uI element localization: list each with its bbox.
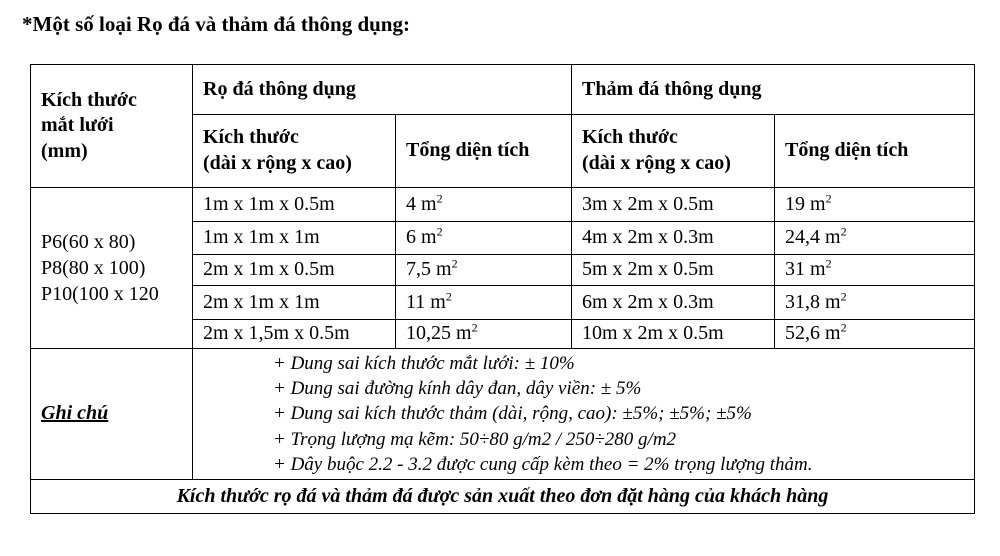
table-header-row [31, 65, 975, 115]
footer-row [31, 480, 975, 514]
note-line: + Dung sai kích thước thảm (dài, rộng, cao): ±5%; ±5%; ±5% [273, 403, 752, 425]
gabion-size-cell: 1m x 1m x 0.5m [193, 188, 396, 222]
gabion-spec-table [30, 64, 975, 514]
page-title: *Một số loại Rọ đá và thảm đá thông dụng: [22, 12, 410, 36]
note-line: + Dung sai đường kính dây đan, dây viền: ± 5% [273, 378, 642, 400]
gabion-area-cell: 11 $m^2$ [396, 286, 572, 320]
footer-note: Kích thước rọ đá và thảm đá được sản xuất theo đơn đặt hàng của khách hàng [31, 480, 975, 514]
note-line: + Trọng lượng mạ kẽm: 50÷80 g/m2 / 250÷280 g/m2 [273, 428, 677, 450]
mattress-size-header: Kích thước (dài x rộng x cao) [572, 115, 775, 188]
mattress-size-cell: 4m x 2m x 0.3m [572, 222, 775, 255]
mattress-area-cell: 19 $m^2$ [775, 188, 975, 222]
gabion-area-header: Tổng diện tích [396, 115, 572, 188]
mesh-types-cell: P6(60 x 80) P8(80 x 100) P10(100 x 120 [31, 188, 193, 349]
mattress-area-cell: 52,6 $m^2$ [775, 320, 975, 349]
gabion-area-cell: 10,25 $m^2$ [396, 320, 572, 349]
gabion-size-cell: 2m x 1m x 1m [193, 286, 396, 320]
mattress-area-cell: 31,8 $m^2$ [775, 286, 975, 320]
mattress-area-header: Tổng diện tích [775, 115, 975, 188]
gabion-area-cell: 7,5 $m^2$ [396, 255, 572, 286]
gabion-size-cell: 2m x 1m x 0.5m [193, 255, 396, 286]
notes-label: Ghi chú [31, 349, 193, 480]
note-line: + Dung sai kích thước mắt lưới: ± 10% [273, 353, 575, 375]
mattress-area-cell: 24,4 $m^2$ [775, 222, 975, 255]
mattress-size-cell: 6m x 2m x 0.3m [572, 286, 775, 320]
gabion-area-cell: 6 $m^2$ [396, 222, 572, 255]
note-line: + Dây buộc 2.2 - 3.2 được cung cấp kèm theo = 2% trọng lượng thảm. [273, 453, 813, 475]
notes-row [31, 349, 975, 480]
table-row [31, 188, 975, 222]
mattress-size-cell: 10m x 2m x 0.5m [572, 320, 775, 349]
mattress-size-cell: 5m x 2m x 0.5m [572, 255, 775, 286]
gabion-size-cell: 1m x 1m x 1m [193, 222, 396, 255]
gabion-area-cell: 4 $m^2$ [396, 188, 572, 222]
mesh-size-header: Kích thước mắt lưới (mm) [31, 65, 193, 188]
gabion-size-header: Kích thước (dài x rộng x cao) [193, 115, 396, 188]
mattress-area-cell: 31 $m^2$ [775, 255, 975, 286]
mattress-size-cell: 3m x 2m x 0.5m [572, 188, 775, 222]
mattress-header: Thảm đá thông dụng [572, 65, 975, 115]
gabion-size-cell: 2m x 1,5m x 0.5m [193, 320, 396, 349]
notes-cell [193, 349, 975, 480]
gabion-header: Rọ đá thông dụng [193, 65, 572, 115]
